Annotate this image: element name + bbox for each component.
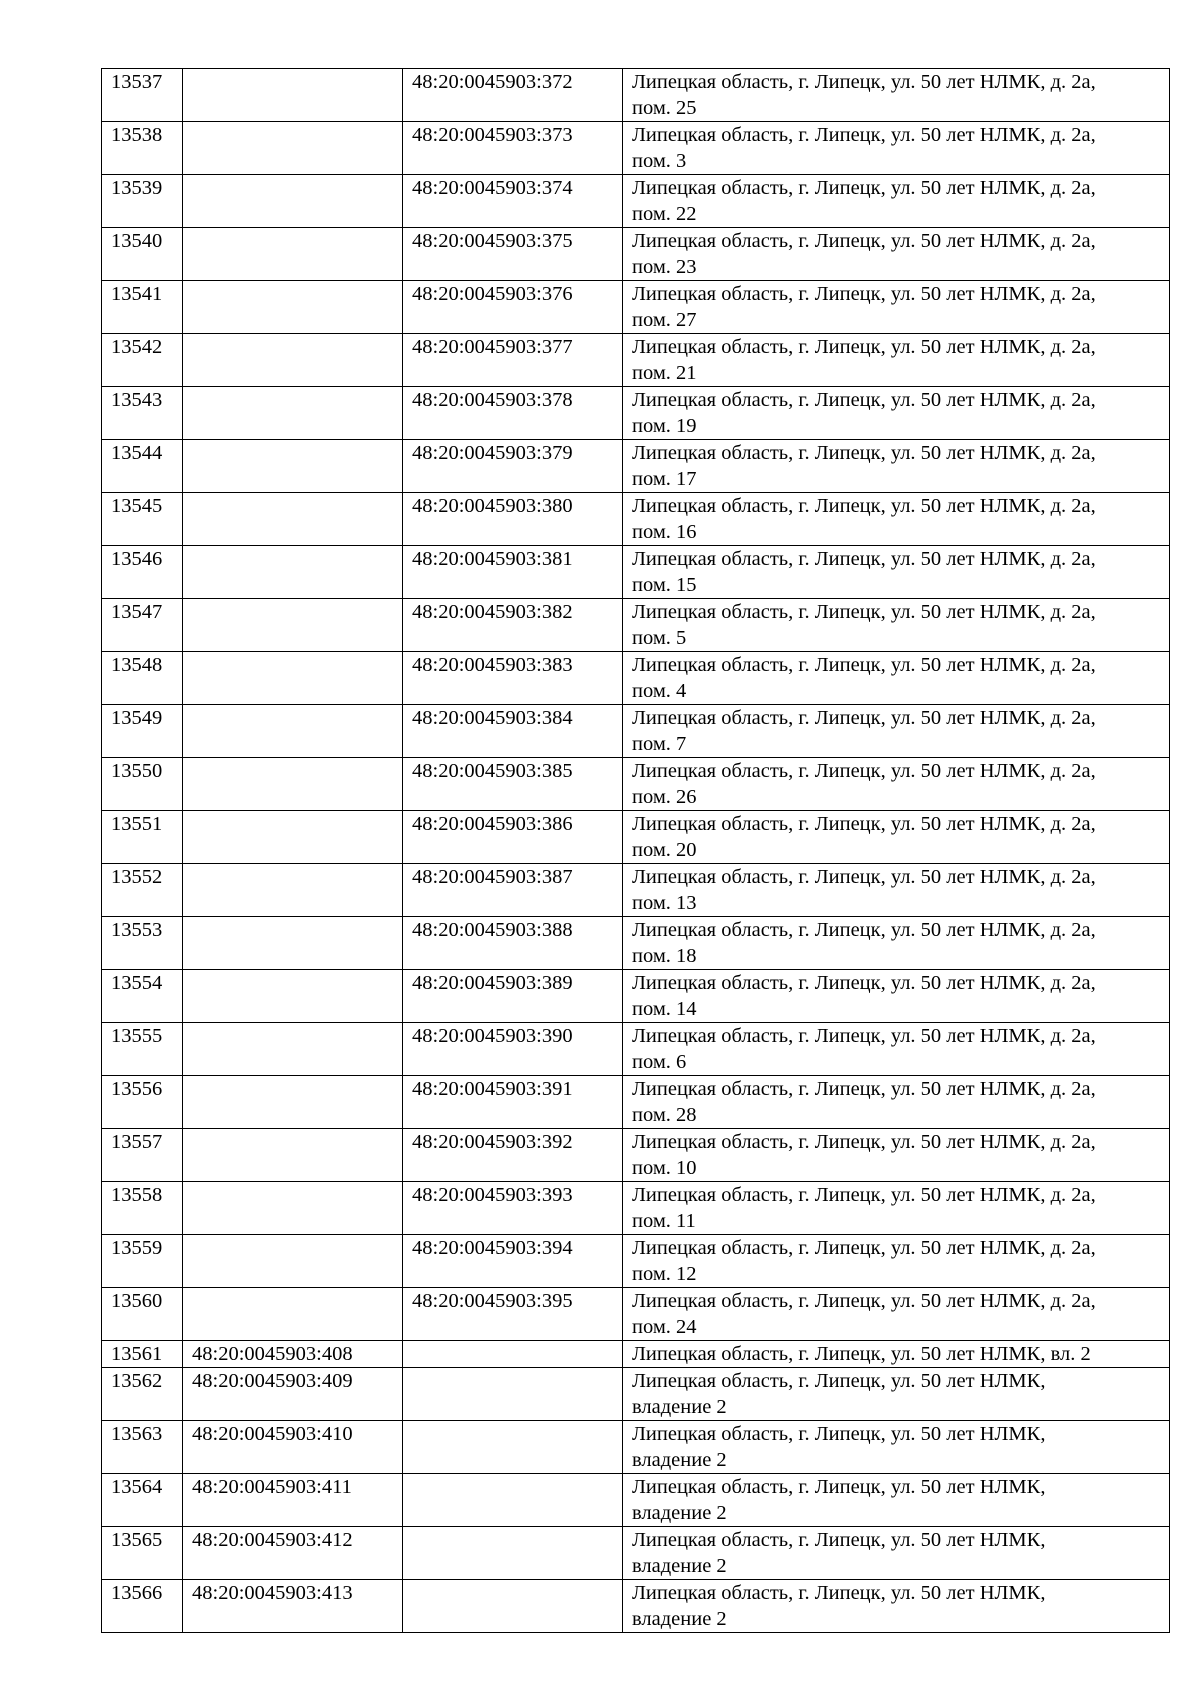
address-line-2: пом. 7 [632,733,687,755]
table-row [102,652,1170,705]
table-row [102,546,1170,599]
address-line-2: пом. 4 [632,680,687,702]
address-cell [623,1580,1170,1633]
table-row [102,1023,1170,1076]
address-line-1: Липецкая область, г. Липецк, ул. 50 лет НЛМК, [632,1423,1046,1445]
row-number-cell: 13543 [102,387,183,440]
object-cadastral-number-cell: 48:20:0045903:394 [403,1235,623,1288]
land-cadastral-number-cell [183,228,403,281]
address-line-1: Липецкая область, г. Липецк, ул. 50 лет НЛМК, д. 2а, [632,1025,1096,1047]
address-line-1: Липецкая область, г. Липецк, ул. 50 лет НЛМК, д. 2а, [632,866,1096,888]
address-cell [623,1527,1170,1580]
land-cadastral-number-cell [183,1182,403,1235]
table-row [102,1580,1170,1633]
address-line-2: пом. 5 [632,627,687,649]
land-cadastral-number-cell [183,122,403,175]
address-cell [623,281,1170,334]
address-line-2: пом. 16 [632,521,697,543]
row-number-cell: 13553 [102,917,183,970]
table-row [102,1527,1170,1580]
object-cadastral-number-cell [403,1580,623,1633]
address-line-1: Липецкая область, г. Липецк, ул. 50 лет НЛМК, д. 2а, [632,919,1096,941]
row-number-cell: 13538 [102,122,183,175]
object-cadastral-number-cell: 48:20:0045903:395 [403,1288,623,1341]
registry-table [101,68,1170,1633]
address-line-2: пом. 24 [632,1316,697,1338]
address-line-1: Липецкая область, г. Липецк, ул. 50 лет НЛМК, [632,1529,1046,1551]
row-number-cell: 13563 [102,1421,183,1474]
table-row [102,1288,1170,1341]
row-number-cell: 13540 [102,228,183,281]
address-cell [623,387,1170,440]
address-cell [623,652,1170,705]
land-cadastral-number-cell [183,1076,403,1129]
address-cell [623,1235,1170,1288]
land-cadastral-number-cell: 48:20:0045903:412 [183,1527,403,1580]
address-line-1: Липецкая область, г. Липецк, ул. 50 лет НЛМК, д. 2а, [632,1184,1096,1206]
row-number-cell: 13550 [102,758,183,811]
address-line-2: пом. 18 [632,945,697,967]
land-cadastral-number-cell [183,1288,403,1341]
land-cadastral-number-cell: 48:20:0045903:413 [183,1580,403,1633]
row-number-cell: 13560 [102,1288,183,1341]
table-row [102,758,1170,811]
object-cadastral-number-cell: 48:20:0045903:388 [403,917,623,970]
address-line-1: Липецкая область, г. Липецк, ул. 50 лет НЛМК, д. 2а, [632,230,1096,252]
object-cadastral-number-cell: 48:20:0045903:379 [403,440,623,493]
table-row [102,864,1170,917]
land-cadastral-number-cell [183,1235,403,1288]
table-row [102,122,1170,175]
land-cadastral-number-cell [183,387,403,440]
address-cell [623,1182,1170,1235]
address-line-1: Липецкая область, г. Липецк, ул. 50 лет НЛМК, [632,1370,1046,1392]
object-cadastral-number-cell: 48:20:0045903:389 [403,970,623,1023]
address-line-1: Липецкая область, г. Липецк, ул. 50 лет НЛМК, д. 2а, [632,601,1096,623]
land-cadastral-number-cell [183,864,403,917]
object-cadastral-number-cell [403,1474,623,1527]
address-line-1: Липецкая область, г. Липецк, ул. 50 лет НЛМК, д. 2а, [632,654,1096,676]
address-cell [623,864,1170,917]
address-line-2: пом. 20 [632,839,697,861]
row-number-cell: 13566 [102,1580,183,1633]
address-line-1: Липецкая область, г. Липецк, ул. 50 лет НЛМК, д. 2а, [632,972,1096,994]
land-cadastral-number-cell [183,811,403,864]
address-line-2: пом. 26 [632,786,697,808]
address-cell [623,1341,1170,1368]
address-cell [623,1368,1170,1421]
address-cell [623,705,1170,758]
object-cadastral-number-cell: 48:20:0045903:374 [403,175,623,228]
land-cadastral-number-cell [183,599,403,652]
address-line-2: пом. 13 [632,892,697,914]
address-line-1: Липецкая область, г. Липецк, ул. 50 лет НЛМК, д. 2а, [632,1290,1096,1312]
address-line-2: пом. 12 [632,1263,697,1285]
address-line-2: пом. 23 [632,256,697,278]
land-cadastral-number-cell: 48:20:0045903:408 [183,1341,403,1368]
object-cadastral-number-cell [403,1341,623,1368]
address-line-2: пом. 17 [632,468,697,490]
address-line-2: владение 2 [632,1449,727,1471]
address-cell [623,334,1170,387]
address-cell [623,1129,1170,1182]
row-number-cell: 13562 [102,1368,183,1421]
object-cadastral-number-cell: 48:20:0045903:382 [403,599,623,652]
object-cadastral-number-cell [403,1368,623,1421]
table-row [102,281,1170,334]
address-cell [623,228,1170,281]
address-line-1: Липецкая область, г. Липецк, ул. 50 лет НЛМК, д. 2а, [632,283,1096,305]
address-cell [623,811,1170,864]
object-cadastral-number-cell: 48:20:0045903:384 [403,705,623,758]
object-cadastral-number-cell: 48:20:0045903:378 [403,387,623,440]
land-cadastral-number-cell: 48:20:0045903:409 [183,1368,403,1421]
object-cadastral-number-cell: 48:20:0045903:393 [403,1182,623,1235]
table-row [102,1235,1170,1288]
row-number-cell: 13559 [102,1235,183,1288]
land-cadastral-number-cell: 48:20:0045903:411 [183,1474,403,1527]
address-line-2: пом. 27 [632,309,697,331]
address-line-1: Липецкая область, г. Липецк, ул. 50 лет НЛМК, д. 2а, [632,1131,1096,1153]
land-cadastral-number-cell [183,705,403,758]
object-cadastral-number-cell: 48:20:0045903:380 [403,493,623,546]
land-cadastral-number-cell [183,970,403,1023]
address-line-1: Липецкая область, г. Липецк, ул. 50 лет НЛМК, д. 2а, [632,71,1096,93]
address-line-1: Липецкая область, г. Липецк, ул. 50 лет НЛМК, д. 2а, [632,442,1096,464]
row-number-cell: 13541 [102,281,183,334]
address-line-2: владение 2 [632,1608,727,1630]
address-line-1: Липецкая область, г. Липецк, ул. 50 лет НЛМК, д. 2а, [632,177,1096,199]
table-row [102,1076,1170,1129]
table-row [102,69,1170,122]
row-number-cell: 13546 [102,546,183,599]
object-cadastral-number-cell: 48:20:0045903:390 [403,1023,623,1076]
address-line-1: Липецкая область, г. Липецк, ул. 50 лет НЛМК, д. 2а, [632,813,1096,835]
row-number-cell: 13551 [102,811,183,864]
address-line-2: пом. 3 [632,150,687,172]
address-cell [623,1076,1170,1129]
address-line-2: владение 2 [632,1396,727,1418]
address-line-1: Липецкая область, г. Липецк, ул. 50 лет НЛМК, д. 2а, [632,548,1096,570]
object-cadastral-number-cell: 48:20:0045903:383 [403,652,623,705]
row-number-cell: 13537 [102,69,183,122]
table-row [102,175,1170,228]
row-number-cell: 13542 [102,334,183,387]
land-cadastral-number-cell [183,1129,403,1182]
table-row [102,1474,1170,1527]
object-cadastral-number-cell: 48:20:0045903:377 [403,334,623,387]
land-cadastral-number-cell [183,546,403,599]
table-row [102,1341,1170,1368]
address-line-2: пом. 19 [632,415,697,437]
address-line-2: владение 2 [632,1555,727,1577]
row-number-cell: 13554 [102,970,183,1023]
row-number-cell: 13539 [102,175,183,228]
address-cell [623,917,1170,970]
land-cadastral-number-cell [183,281,403,334]
table-row [102,1421,1170,1474]
row-number-cell: 13548 [102,652,183,705]
row-number-cell: 13564 [102,1474,183,1527]
table-row [102,1182,1170,1235]
address-line-1: Липецкая область, г. Липецк, ул. 50 лет НЛМК, д. 2а, [632,495,1096,517]
row-number-cell: 13544 [102,440,183,493]
land-cadastral-number-cell [183,493,403,546]
address-cell [623,440,1170,493]
object-cadastral-number-cell: 48:20:0045903:373 [403,122,623,175]
table-row [102,1368,1170,1421]
land-cadastral-number-cell [183,69,403,122]
object-cadastral-number-cell: 48:20:0045903:392 [403,1129,623,1182]
address-line-1: Липецкая область, г. Липецк, ул. 50 лет НЛМК, д. 2а, [632,389,1096,411]
land-cadastral-number-cell [183,440,403,493]
table-row [102,599,1170,652]
table-row [102,334,1170,387]
row-number-cell: 13558 [102,1182,183,1235]
address-line-1: Липецкая область, г. Липецк, ул. 50 лет НЛМК, д. 2а, [632,336,1096,358]
address-cell [623,1421,1170,1474]
table-row [102,387,1170,440]
address-line-2: пом. 22 [632,203,697,225]
row-number-cell: 13545 [102,493,183,546]
table-row [102,1129,1170,1182]
land-cadastral-number-cell [183,917,403,970]
row-number-cell: 13557 [102,1129,183,1182]
address-cell [623,122,1170,175]
address-line-1: Липецкая область, г. Липецк, ул. 50 лет НЛМК, д. 2а, [632,707,1096,729]
address-line-1: Липецкая область, г. Липецк, ул. 50 лет НЛМК, [632,1476,1046,1498]
object-cadastral-number-cell: 48:20:0045903:375 [403,228,623,281]
address-line-2: пом. 6 [632,1051,687,1073]
table-row [102,705,1170,758]
address-line-1: Липецкая область, г. Липецк, ул. 50 лет НЛМК, д. 2а, [632,760,1096,782]
row-number-cell: 13552 [102,864,183,917]
object-cadastral-number-cell: 48:20:0045903:376 [403,281,623,334]
row-number-cell: 13549 [102,705,183,758]
address-cell [623,1474,1170,1527]
address-line-1: Липецкая область, г. Липецк, ул. 50 лет НЛМК, вл. 2 [632,1343,1091,1365]
address-line-1: Липецкая область, г. Липецк, ул. 50 лет НЛМК, д. 2а, [632,1078,1096,1100]
address-line-1: Липецкая область, г. Липецк, ул. 50 лет НЛМК, [632,1582,1046,1604]
row-number-cell: 13565 [102,1527,183,1580]
object-cadastral-number-cell [403,1421,623,1474]
table-row [102,493,1170,546]
object-cadastral-number-cell: 48:20:0045903:381 [403,546,623,599]
object-cadastral-number-cell: 48:20:0045903:385 [403,758,623,811]
row-number-cell: 13547 [102,599,183,652]
row-number-cell: 13555 [102,1023,183,1076]
land-cadastral-number-cell [183,758,403,811]
address-cell [623,599,1170,652]
address-cell [623,546,1170,599]
land-cadastral-number-cell [183,1023,403,1076]
table-row [102,440,1170,493]
address-line-2: пом. 10 [632,1157,697,1179]
address-line-1: Липецкая область, г. Липецк, ул. 50 лет НЛМК, д. 2а, [632,1237,1096,1259]
table-row [102,970,1170,1023]
land-cadastral-number-cell [183,334,403,387]
table-row [102,917,1170,970]
address-line-2: пом. 25 [632,97,697,119]
address-line-2: пом. 28 [632,1104,697,1126]
address-line-2: пом. 14 [632,998,697,1020]
row-number-cell: 13556 [102,1076,183,1129]
table-row [102,811,1170,864]
address-line-2: пом. 21 [632,362,697,384]
land-cadastral-number-cell [183,175,403,228]
address-cell [623,970,1170,1023]
address-cell [623,1288,1170,1341]
address-cell [623,758,1170,811]
address-line-1: Липецкая область, г. Липецк, ул. 50 лет НЛМК, д. 2а, [632,124,1096,146]
address-cell [623,175,1170,228]
address-cell [623,493,1170,546]
object-cadastral-number-cell: 48:20:0045903:372 [403,69,623,122]
address-cell [623,69,1170,122]
address-line-2: пом. 11 [632,1210,696,1232]
object-cadastral-number-cell: 48:20:0045903:386 [403,811,623,864]
object-cadastral-number-cell [403,1527,623,1580]
land-cadastral-number-cell: 48:20:0045903:410 [183,1421,403,1474]
address-line-2: пом. 15 [632,574,697,596]
address-line-2: владение 2 [632,1502,727,1524]
object-cadastral-number-cell: 48:20:0045903:387 [403,864,623,917]
object-cadastral-number-cell: 48:20:0045903:391 [403,1076,623,1129]
registry-table-body [102,69,1170,1633]
row-number-cell: 13561 [102,1341,183,1368]
table-row [102,228,1170,281]
land-cadastral-number-cell [183,652,403,705]
address-cell [623,1023,1170,1076]
